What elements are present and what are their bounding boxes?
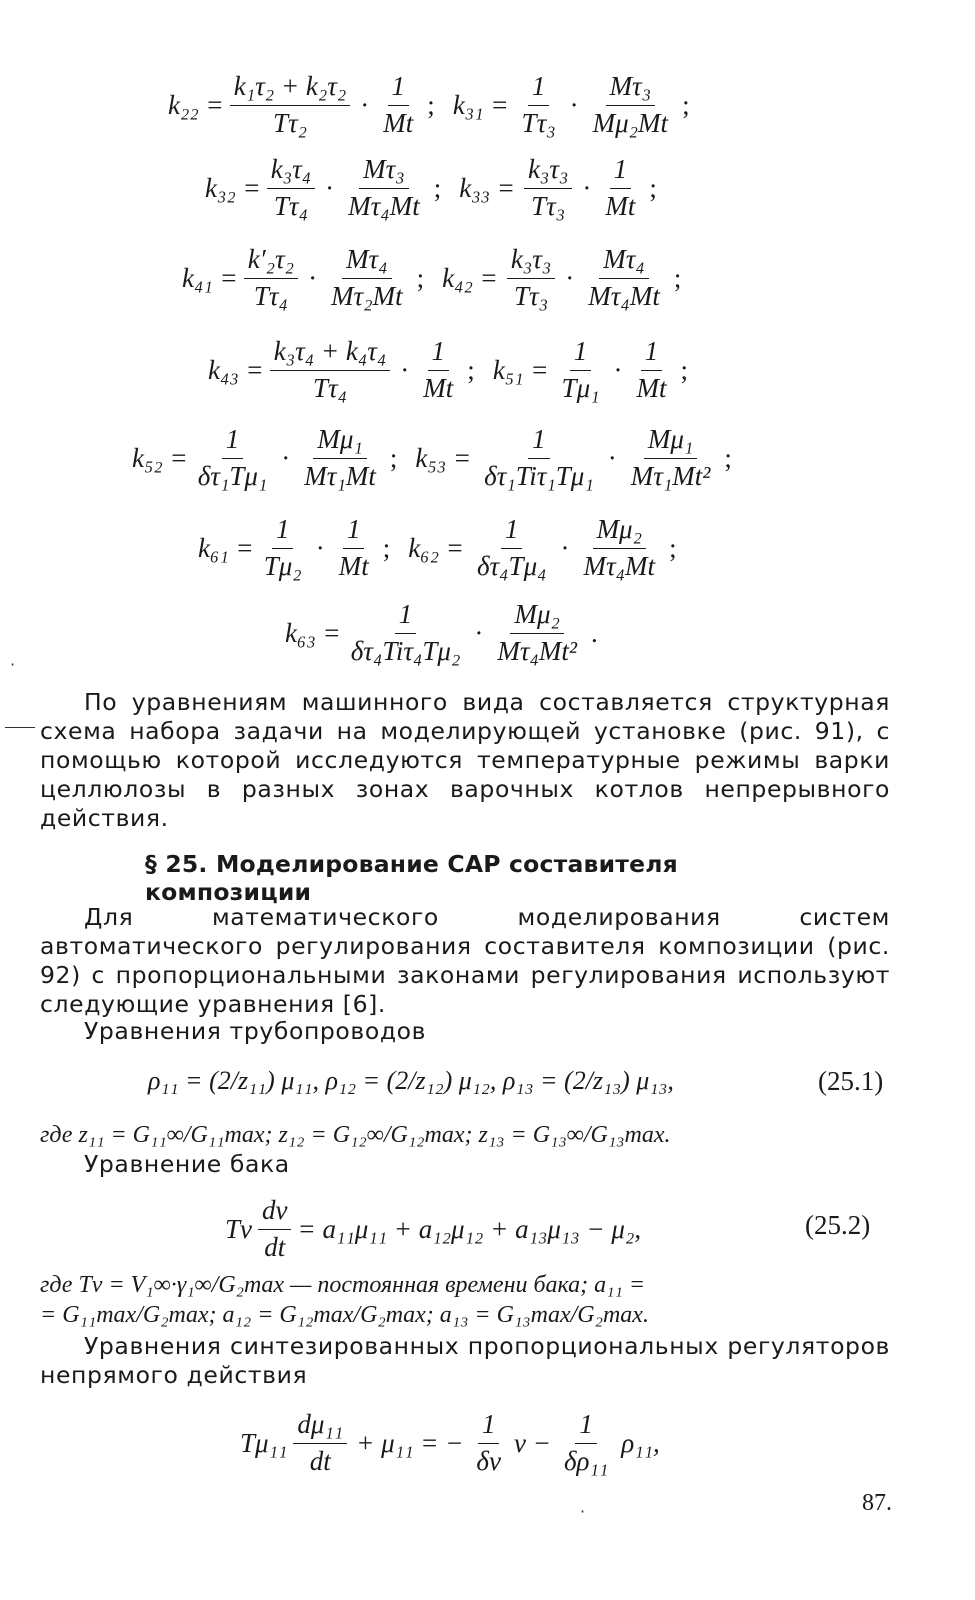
where-tank-constant-line-1: где Tν = V₁∞·γ₁∞/G₂max — постоянная времени бака; a₁₁ = — [40, 1272, 646, 1298]
page-number: 87. — [862, 1490, 892, 1516]
k43-fraction-2: $\frac{1}{Mt}$ — [423, 336, 454, 403]
regulator-fraction-nu: $\frac{1}{\delta\nu}$ — [476, 1409, 501, 1476]
k33-label: k₃₃ = — [459, 172, 515, 203]
k63-label: k₆₃ = — [285, 617, 341, 648]
regulator-derivative-fraction: $\frac{\text{dμ₁₁}}{dt}$ — [293, 1410, 347, 1476]
k53-label: k₅₃ = — [415, 442, 472, 473]
k63-fraction-1: $\frac{1}{\text{δτ₄Tiτ₄Tμ₂}}$ — [350, 599, 461, 666]
paragraph-modeling-intro: Для математического моделирования систем автоматического регулирования составителя композиции (рис. 92) с пропорциональными законами регулирования используют следующие уравнения [6]. — [40, 903, 890, 1018]
section-heading: § 25. Моделирование САР составителя композиции — [145, 850, 678, 906]
k33-fraction-2: $\frac{1}{Mt}$ — [605, 154, 636, 221]
k62-fraction-1: $\frac{1}{\text{δτ₄Tμ₄}}$ — [476, 514, 547, 581]
k32-label: k₃₂ = — [205, 172, 261, 203]
k22-fraction-2: $\frac{1}{Mt}$ — [383, 71, 414, 138]
k32-fraction-2: $\frac{\text{Mτ₃}}{\text{Mτ₄Mt}}$ — [348, 154, 420, 221]
equation-number-25-1: (25.1) — [818, 1066, 884, 1096]
formula-row-7: k₆₃ = $\frac{1}{\text{δτ₄Tiτ₄Tμ₂}}$ · $\frac{\text{Mμ₂}}{\text{Mτ₄Mt²}}$ . — [285, 599, 598, 666]
k31-fraction-2: $\frac{\text{Mτ₃}}{\text{Mμ₂Mt}}$ — [592, 71, 669, 138]
where-tank-constant-line-2: = G₁₁max/G₂max; a₁₂ = G₁₂max/G₂max; a₁₃ = G₁₃max/G₂max. — [40, 1302, 649, 1328]
k42-label: k₄₂ = — [442, 262, 498, 293]
equation-number-25-2: (25.2) — [805, 1210, 871, 1240]
k53-fraction-2: $\frac{\text{Mμ₁}}{\text{Mτ₁Mt²}}$ — [630, 424, 711, 491]
formula-row-3: k₄₁ = $\frac{\text{k′₂τ₂}}{\text{Tτ₄}}$ · $\frac{\text{Mτ₄}}{\text{Mτ₂Mt}}$ ; k₄₂ = $\frac{\text{k₃τ₃}}{\text{Tτ₃}}$ · $\frac{\text{Mτ₄}}{\text{Mτ₄Mt}}$ ; — [182, 244, 682, 311]
where-z-definitions: где z₁₁ = G₁₁∞/G₁₁max; z₁₂ = G₁₂∞/G₁₂max; z₁₃ = G₁₃∞/G₁₃max. — [40, 1122, 671, 1148]
k52-fraction-1: $\frac{1}{\text{δτ₁Tμ₁}}$ — [197, 424, 268, 491]
formula-row-4: k₄₃ = $\frac{\text{k₃τ₄ + k₄τ₄}}{\text{Tτ₄}}$ · $\frac{1}{Mt}$ ; k₅₁ = $\frac{1}{\text{Tμ₁}}$ · $\frac{1}{Mt}$ ; — [208, 336, 689, 403]
formula-row-1: k₂₂ = $\frac{\text{k₁τ₂ + k₂τ₂}}{\text{Tτ₂}}$ · $\frac{1}{Mt}$ ; k₃₁ = $\frac{1}{\text{Tτ₃}}$ · $\frac{\text{Mτ₃}}{\text{Mμ₂Mt}}$ ; — [168, 71, 690, 138]
scan-speck: · — [580, 1502, 586, 1521]
k53-fraction-1: $\frac{1}{\text{δτ₁Tiτ₁Tμ₁}}$ — [484, 424, 594, 491]
derivative-fraction: $\frac{d\nu}{dt}$ — [258, 1196, 291, 1262]
k51-fraction-1: $\frac{1}{\text{Tμ₁}}$ — [561, 336, 600, 403]
k63-fraction-2: $\frac{\text{Mμ₂}}{\text{Mτ₄Mt²}}$ — [497, 599, 578, 666]
formula-row-6: k₆₁ = $\frac{1}{\text{Tμ₂}}$ · $\frac{1}{Mt}$ ; k₆₂ = $\frac{1}{\text{δτ₄Tμ₄}}$ · $\frac{\text{Mμ₂}}{\text{Mτ₄Mt}}$ ; — [198, 514, 677, 581]
k41-fraction-1: $\frac{\text{k′₂τ₂}}{\text{Tτ₄}}$ — [244, 245, 298, 311]
k32-fraction-1: $\frac{\text{k₃τ₄}}{\text{Tτ₄}}$ — [267, 155, 315, 221]
k41-fraction-2: $\frac{\text{Mτ₄}}{\text{Mτ₂Mt}}$ — [331, 244, 403, 311]
k52-fraction-2: $\frac{\text{Mμ₁}}{\text{Mτ₁Mt}}$ — [304, 424, 376, 491]
k22-fraction-1: $\frac{\text{k₁τ₂ + k₂τ₂}}{\text{Tτ₂}}$ — [230, 72, 351, 138]
k43-fraction-1: $\frac{\text{k₃τ₄ + k₄τ₄}}{\text{Tτ₄}}$ — [270, 337, 391, 403]
k51-label: k₅₁ = — [492, 354, 549, 385]
k22-label: k₂₂ = — [168, 89, 224, 120]
formula-row-5: k₅₂ = $\frac{1}{\text{δτ₁Tμ₁}}$ · $\frac{\text{Mμ₁}}{\text{Mτ₁Mt}}$ ; k₅₃ = $\frac{1}{\text{δτ₁Tiτ₁Tμ₁}}$ · $\frac{\text{Mμ₁}}{\text{Mτ₁Mt²}}$ ; — [132, 424, 732, 491]
regulator-fraction-rho: $\frac{1}{\text{δρ₁₁}}$ — [563, 1409, 609, 1476]
equation-regulator: Tμ₁₁ $\frac{\text{dμ₁₁}}{dt}$ + μ₁₁ = − $\frac{1}{\delta\nu}$ ν − $\frac{1}{\text{δρ₁₁}}$ ρ₁₁, — [240, 1409, 660, 1476]
k42-fraction-1: $\frac{\text{k₃τ₃}}{\text{Tτ₃}}$ — [507, 245, 555, 311]
label-regulators: Уравнения синтезированных пропорциональных регуляторов непрямого действия — [40, 1332, 890, 1389]
equation-25-2: Tν $\frac{d\nu}{dt}$ = a₁₁μ₁₁ + a₁₂μ₁₂ + a₁₃μ₁₃ − μ₂, — [225, 1195, 642, 1262]
scan-stroke — [5, 727, 35, 728]
k62-fraction-2: $\frac{\text{Mμ₂}}{\text{Mτ₄Mt}}$ — [583, 514, 656, 581]
label-pipelines: Уравнения трубопроводов — [84, 1017, 427, 1045]
k43-label: k₄₃ = — [208, 354, 264, 385]
paragraph-structure-scheme: По уравнениям машинного вида составляется структурная схема набора задачи на моделирующей установке (рис. 91), с помощью которой исследуются температурные режимы варки целлюлозы в разных зонах варочных котлов непрерывного действия. — [40, 688, 890, 832]
k41-label: k₄₁ = — [182, 262, 238, 293]
k33-fraction-1: $\frac{\text{k₃τ₃}}{\text{Tτ₃}}$ — [524, 155, 572, 221]
k52-label: k₅₂ = — [132, 442, 188, 473]
label-tank: Уравнение бака — [84, 1150, 290, 1178]
scan-speck: · — [10, 655, 16, 674]
k42-fraction-2: $\frac{\text{Mτ₄}}{\text{Mτ₄Mt}}$ — [588, 244, 660, 311]
k31-label: k₃₁ = — [452, 89, 509, 120]
k62-label: k₆₂ = — [408, 532, 464, 563]
k61-label: k₆₁ = — [198, 532, 254, 563]
formula-row-2: k₃₂ = $\frac{\text{k₃τ₄}}{\text{Tτ₄}}$ · $\frac{\text{Mτ₃}}{\text{Mτ₄Mt}}$ ; k₃₃ = $\frac{\text{k₃τ₃}}{\text{Tτ₃}}$ · $\frac{1}{Mt}$ ; — [205, 154, 657, 221]
k61-fraction-1: $\frac{1}{\text{Tμ₂}}$ — [263, 514, 302, 581]
k51-fraction-2: $\frac{1}{Mt}$ — [636, 336, 667, 403]
equation-25-1: ρ₁₁ = (2/z₁₁) μ₁₁, ρ₁₂ = (2/z₁₂) μ₁₂, ρ₁₃ = (2/z₁₃) μ₁₃, — [148, 1066, 674, 1095]
k61-fraction-2: $\frac{1}{Mt}$ — [338, 514, 369, 581]
k31-fraction-1: $\frac{1}{\text{Tτ₃}}$ — [521, 71, 556, 138]
